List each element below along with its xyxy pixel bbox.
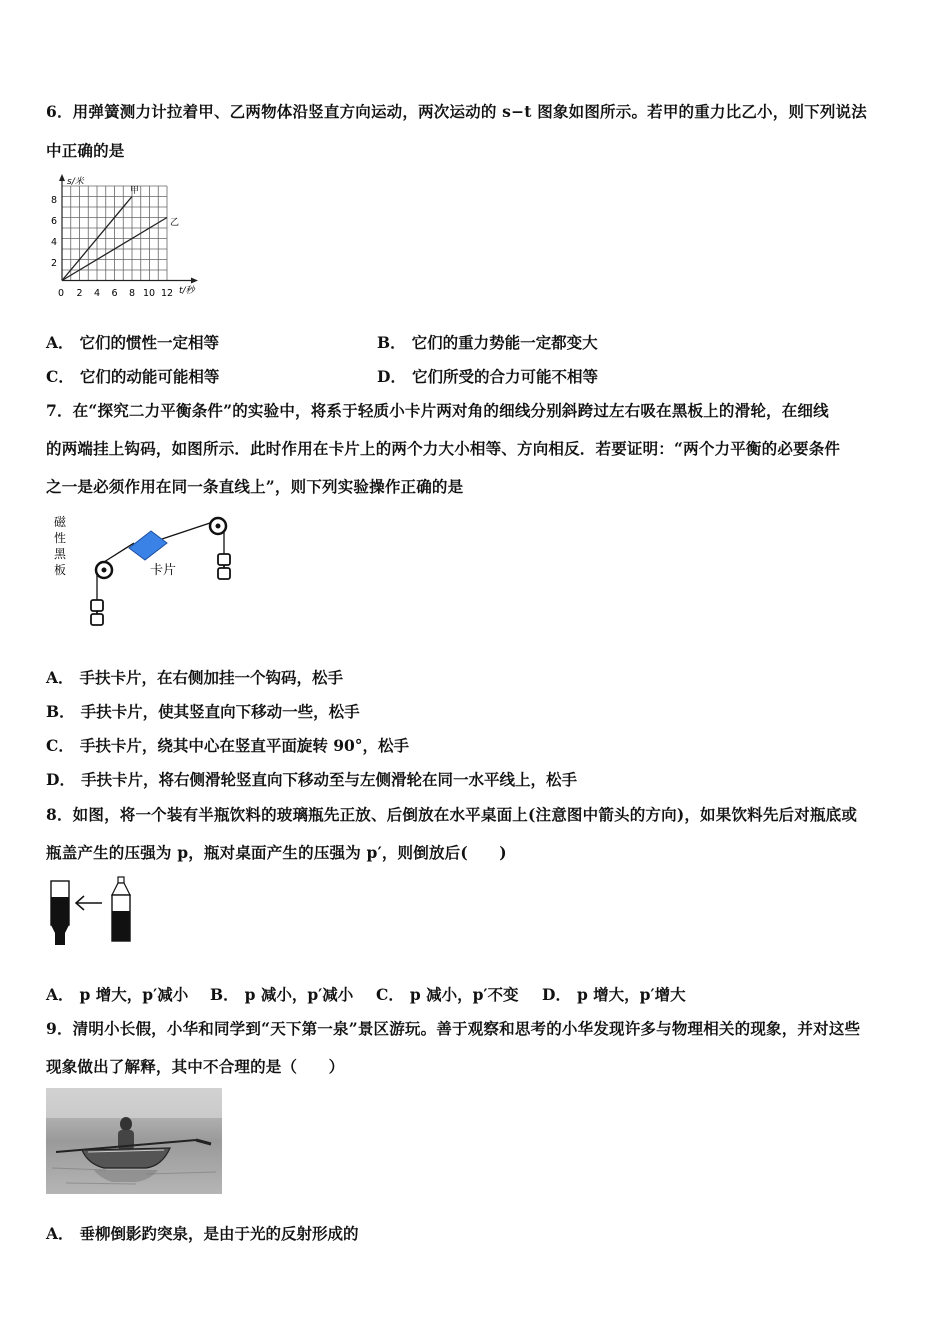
q8-bottles-figure [46, 873, 142, 951]
x-axis-arrow-icon [191, 278, 198, 284]
line-yi-label: 乙 [170, 218, 180, 228]
x-axis-label: t/秒 [179, 286, 195, 296]
option-text: p 减小，p′不变 [409, 985, 519, 1004]
q8-option-c[interactable] [376, 983, 519, 1005]
y-tick: 4 [51, 237, 58, 248]
board-label-char: 黑 [54, 547, 67, 561]
q8-stem-line-1: 8．如图，将一个装有半瓶饮料的玻璃瓶先正放、后倒放在水平桌面上(注意图中箭头的方向)，如果饮料先后对瓶底或 [46, 805, 858, 824]
option-key: D． [46, 770, 75, 789]
q8-option-a[interactable] [46, 983, 188, 1005]
option-text: p 减小，p′减小 [244, 985, 354, 1004]
x-tick: 4 [94, 288, 101, 299]
option-key: D． [377, 367, 406, 386]
board-label-char: 磁 [54, 515, 67, 529]
q6-option-d[interactable] [377, 365, 598, 387]
option-text: 手扶卡片，将右侧滑轮竖直向下移动至与左侧滑轮在同一水平线上，松手 [80, 770, 577, 789]
q6-option-c[interactable] [46, 365, 219, 387]
card [129, 531, 167, 560]
option-text: 手扶卡片，使其竖直向下移动一些，松手 [80, 702, 360, 721]
q6-stem-line-1: 6．用弹簧测力计拉着甲、乙两物体沿竖直方向运动，两次运动的 s−t 图象如图所示。若甲的重力比乙小，则下列说法 [46, 102, 867, 121]
left-string [104, 543, 134, 562]
y-tick: 8 [51, 195, 58, 206]
option-key: C． [46, 367, 74, 386]
option-key: A． [46, 333, 74, 352]
option-key: C． [46, 736, 74, 755]
q7-option-c[interactable] [46, 734, 409, 756]
q9-boat-photo [46, 1088, 222, 1194]
option-text: 它们的惯性一定相等 [79, 333, 220, 352]
q6-option-a[interactable] [46, 331, 219, 353]
option-text: p 增大，p′增大 [576, 985, 686, 1004]
x-tick: 6 [111, 288, 118, 299]
q6-stem-line-2: 中正确的是 [46, 141, 125, 160]
option-text: 它们所受的合力可能不相等 [411, 367, 598, 386]
option-key: A． [46, 668, 74, 687]
y-axis-arrow-icon [59, 174, 65, 181]
option-key: B． [377, 333, 406, 352]
q8-stem-line-2: 瓶盖产生的压强为 p，瓶对桌面产生的压强为 p′，则倒放后( ) [46, 843, 507, 862]
option-key: A． [46, 985, 74, 1004]
left-hook-weights-icon [91, 600, 103, 625]
option-text: 它们的动能可能相等 [79, 367, 220, 386]
line-jia-label: 甲 [130, 186, 140, 196]
inverted-bottle-icon [51, 881, 69, 945]
option-key: C． [376, 985, 404, 1004]
board-label-char: 板 [54, 563, 67, 577]
x-tick: 0 [58, 288, 65, 299]
q9-stem-line-2: 现象做出了解释，其中不合理的是（ ） [46, 1057, 345, 1076]
q7-stem-line-2: 的两端挂上钩码，如图所示．此时作用在卡片上的两个力大小相等、方向相反．若要证明：“两个力平衡的必要条件 [46, 439, 841, 458]
option-key: D． [542, 985, 571, 1004]
y-tick: 6 [51, 216, 58, 227]
graph-grid [62, 186, 167, 281]
q9-stem-line-1: 9．清明小长假，小华和同学到“天下第一泉”景区游玩。善于观察和思考的小华发现许多与物理相关的现象，并对这些 [46, 1019, 861, 1038]
q7-option-b[interactable] [46, 700, 360, 722]
option-key: A． [46, 1224, 74, 1243]
option-text: p 增大，p′减小 [79, 985, 189, 1004]
x-tick: 12 [161, 288, 174, 299]
q7-pulley-figure [46, 510, 246, 635]
q7-option-a[interactable] [46, 666, 343, 688]
x-tick: 10 [143, 288, 156, 299]
q6-option-b[interactable] [377, 331, 598, 353]
option-text: 它们的重力势能一定都变大 [411, 333, 598, 352]
y-axis-label: s/米 [67, 177, 84, 187]
option-key: B． [46, 702, 75, 721]
q7-option-d[interactable] [46, 768, 577, 790]
card-label: 卡片 [150, 563, 177, 578]
x-tick: 8 [129, 288, 136, 299]
option-text: 垂柳倒影趵突泉，是由于光的反射形成的 [79, 1224, 359, 1243]
right-hook-weights-icon [218, 554, 230, 579]
option-text: 手扶卡片，绕其中心在竖直平面旋转 90°，松手 [79, 736, 410, 755]
q9-option-a[interactable] [46, 1222, 359, 1244]
q8-option-d[interactable] [542, 983, 686, 1005]
q7-stem-line-1: 7．在“探究二力平衡条件”的实验中，将系于轻质小卡片两对角的细线分别斜跨过左右吸在黑板上的滑轮，在细线 [46, 401, 829, 420]
board-label-char: 性 [54, 531, 67, 545]
x-tick: 2 [76, 288, 83, 299]
option-key: B． [210, 985, 239, 1004]
right-string [162, 521, 216, 539]
q7-stem-line-3: 之一是必须作用在同一条直线上”，则下列实验操作正确的是 [46, 477, 464, 496]
q6-st-graph [46, 172, 206, 304]
q8-option-b[interactable] [210, 983, 353, 1005]
option-text: 手扶卡片，在右侧加挂一个钩码，松手 [79, 668, 344, 687]
y-tick: 2 [51, 258, 58, 269]
upright-bottle-icon [112, 877, 130, 941]
